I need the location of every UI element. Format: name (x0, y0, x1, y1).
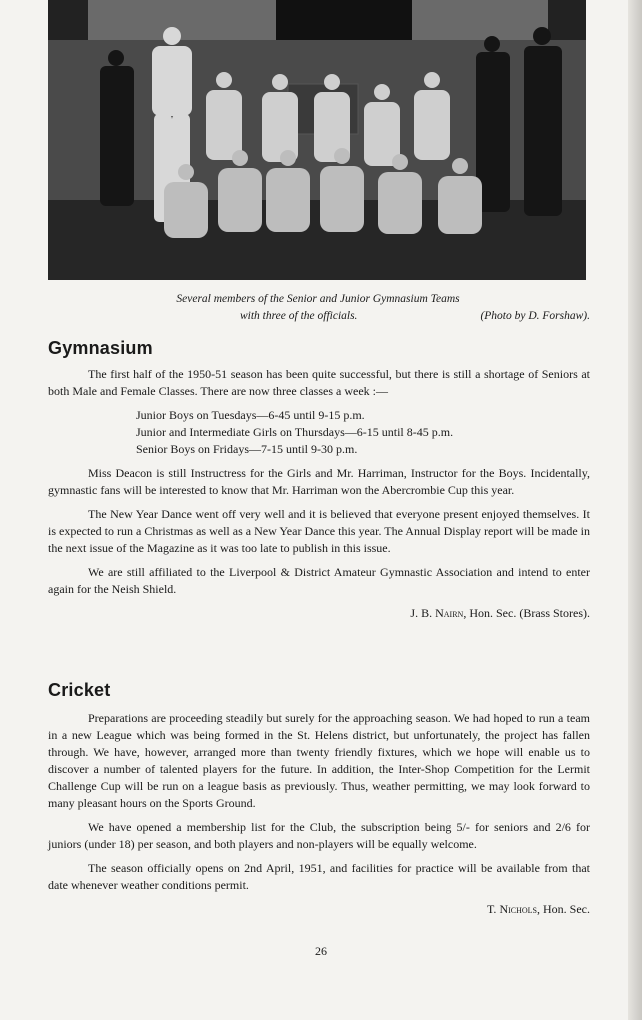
signature-title: , Hon. Sec. (537, 902, 590, 916)
photo-credit: (Photo by D. Forshaw). (480, 310, 590, 322)
cricket-paragraph: The season officially opens on 2nd April, 1951, and facilities for practice will be available from that date whenever weather conditions permit. (48, 861, 590, 892)
cricket-paragraph: Preparations are proceeding steadily but surely for the approaching season. We had hoped to run a team in a new League which was being formed in the St. Helens district, but unfortunately, the project has fallen through. We have, however, arranged more than twenty friendly fixtures, which we hope will enable us to discover a number of talented players for the future. In addition, the Inter-Shop Competition for the Lermit Challenge Cup will be run on a league basis as previously. Thus, weather permitting, we may look forward to many pleasant hours on the Sports Ground. (48, 711, 590, 810)
signature-initials: T. (486, 902, 497, 916)
schedule-item: Senior Boys on Fridays—7-15 until 9-30 p.m. (136, 442, 358, 456)
schedule-item: Junior and Intermediate Girls on Thursdays—6-15 until 8-45 p.m. (136, 425, 454, 439)
cricket-heading: Cricket (48, 680, 111, 700)
cricket-section (48, 710, 590, 918)
signature-surname: Nairn (435, 606, 464, 620)
photo-caption: Several members of the Senior and Junior Gymnasium Teams (176, 293, 460, 305)
gymnasium-paragraph: The New Year Dance went off very well and it is believed that everyone present enjoyed themselves. It is expected to run a Christmas as well as a New Year Dance this year. The Annual Display report will be made in the next issue of the Magazine as it was too late to publish in this issue. (48, 507, 590, 555)
photo-caption-line2 (240, 308, 590, 324)
page-number: 26 (315, 944, 327, 958)
team-photo (48, 0, 586, 280)
class-schedule (136, 407, 590, 458)
schedule-item: Junior Boys on Tuesdays—6-45 until 9-15 p.m. (136, 408, 365, 422)
signature-title: , Hon. Sec. (Brass Stores). (463, 606, 590, 620)
gymnasium-signature (48, 605, 590, 622)
signature-initials: J. B. (410, 606, 433, 620)
cricket-paragraph: We have opened a membership list for the Club, the subscription being 5/- for seniors and 2/6 for juniors (under 18) per season, and both players and non-players will be equally welcome. (48, 820, 590, 851)
page-edge (628, 0, 642, 1020)
signature-surname: Nichols (499, 902, 537, 916)
gymnasium-paragraph: The first half of the 1950-51 season has been quite successful, but there is still a shortage of Seniors at both Male and Female Classes. There are now three classes a week :— (48, 367, 590, 398)
gymnasium-paragraph: We are still affiliated to the Liverpool & District Amateur Gymnastic Association and intend to enter again for the Neish Shield. (48, 565, 590, 596)
photo-caption-continued: with three of the officials. (240, 310, 358, 322)
gymnasium-section (48, 366, 590, 622)
gymnasium-heading: Gymnasium (48, 338, 153, 358)
gymnasium-paragraph: Miss Deacon is still Instructress for the Girls and Mr. Harriman, Instructor for the Boys. Incidentally, gymnastic fans will be interested to know that Mr. Harriman won the Abercrombie Cup this year. (48, 466, 590, 497)
cricket-signature (48, 901, 590, 918)
